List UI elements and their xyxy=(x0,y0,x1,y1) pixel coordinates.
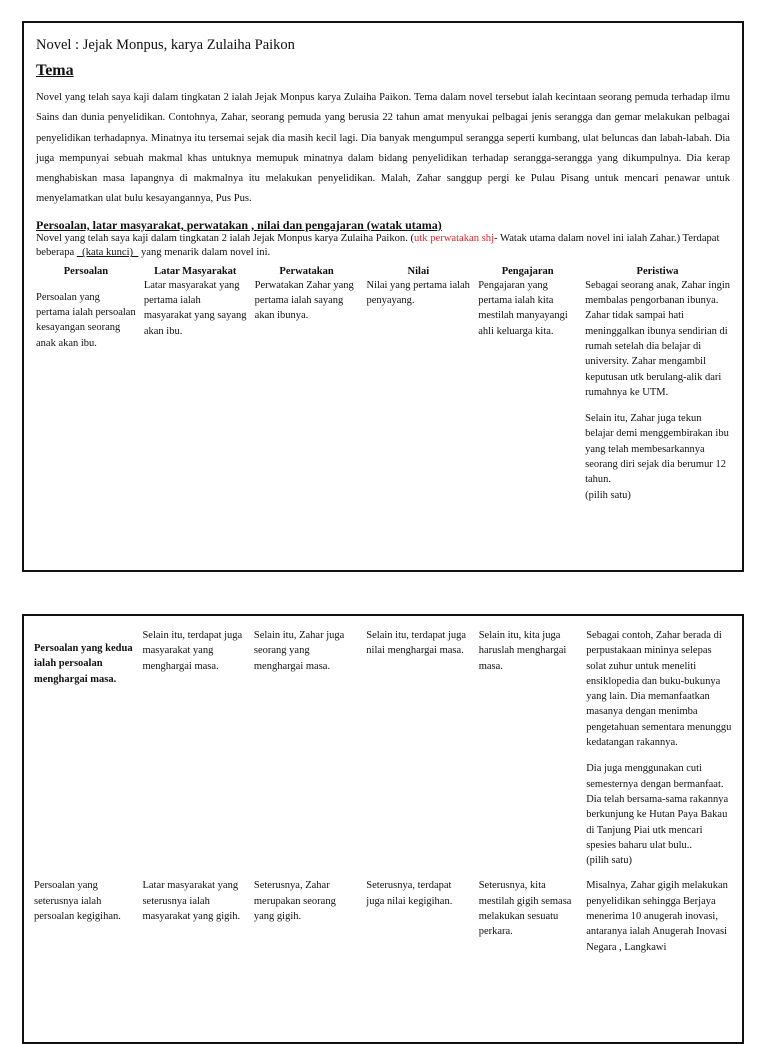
table-row xyxy=(36,278,730,503)
intro-text-3: yang menarik dalam novel ini. xyxy=(138,247,271,259)
cell-persoalan: Persoalan yang kedua ialah persoalan menghargai masa. xyxy=(34,643,133,685)
intro-note-red: utk perwatakan shj xyxy=(414,232,495,244)
table-row xyxy=(34,878,732,954)
cell-nilai: Nilai yang pertama ialah penyayang. xyxy=(366,279,470,307)
cell-latar: Latar masyarakat yang seterusnya ialah masyarakat yang gigih. xyxy=(142,880,241,923)
peristiwa-text-2: Selain itu, Zahar juga tekun belajar demi menggembirakan ibu yang telah membesarkannya seorang diri sejak dia berumur 12 tahun. xyxy=(585,413,729,486)
cell-peristiwa xyxy=(586,628,732,868)
cell-peristiwa xyxy=(585,278,730,503)
peristiwa-text-1: Sebagai contoh, Zahar berada di perpustakaan mininya selepas solat zuhur untuk meneliti ensiklopedia dan buku-bukunya yang lain. Dia memanfaatkan masanya dengan menimba pengetahuan sementara menunggu kedatangan rakannya. xyxy=(586,630,732,749)
cell-pengajaran: Pengajaran yang pertama ialah kita mestilah manyayangi ahli keluarga kita. xyxy=(478,279,568,337)
table-header-row xyxy=(36,265,730,278)
intro-text-1: Novel yang telah saya kaji dalam tingkatan 2 ialah Jejak Monpus karya Zulaiha Paikon. ( xyxy=(36,232,415,244)
novel-title: Novel : Jejak Monpus, karya Zulaiha Paikon xyxy=(36,37,295,53)
intro-keyword: _(kata kunci)_ xyxy=(76,247,139,259)
document-page-2 xyxy=(22,614,744,1044)
table-row xyxy=(34,628,732,868)
pilih-satu-note: (pilih satu) xyxy=(585,489,631,501)
tema-heading: Tema xyxy=(36,62,74,79)
document-page-1 xyxy=(22,21,744,572)
cell-nilai: Selain itu, terdapat juga nilai menghargai masa. xyxy=(366,630,467,657)
cell-pengajaran: Selain itu, kita juga haruslah menghargai masa. xyxy=(478,630,567,672)
cell-peristiwa xyxy=(586,878,732,954)
header-perwatakan: Perwatakan xyxy=(279,265,334,277)
cell-perwatakan: Seterusnya, Zahar merupakan seorang yang gigih. xyxy=(253,880,336,923)
intro-paragraph xyxy=(36,232,730,261)
cell-latar: Latar masyarakat yang pertama ialah masyarakat yang sayang akan ibu. xyxy=(143,279,247,337)
cell-pengajaran: Seterusnya, kita mestilah gigih semasa melakukan sesuatu perkara. xyxy=(478,880,572,938)
cell-persoalan: Persoalan yang pertama ialah persoalan kesayangan seorang anak akan ibu. xyxy=(36,291,136,349)
header-nilai: Nilai xyxy=(407,265,430,277)
section-heading: Persoalan, latar masyarakat, perwatakan , nilai dan pengajaran (watak utama) xyxy=(36,217,442,232)
cell-persoalan: Persoalan yang seterusnya ialah persoalan kegigihan. xyxy=(34,880,121,923)
peristiwa-text-1: Sebagai seorang anak, Zahar ingin membalas pengorbanan ibunya. Zahar tidak sampai hati meninggalkan ibunya sendirian di rumah setelah dia belajar di university. Zahar mengambil keputusan utk berulang-alik dari rumahnya ke UTM. xyxy=(585,279,731,398)
intro-text-2: - Watak utama dalam novel ini ialah Zahar.) Terdapat beberapa xyxy=(36,232,720,259)
cell-nilai: Seterusnya, terdapat juga nilai kegigihan. xyxy=(366,880,453,907)
header-peristiwa: Peristiwa xyxy=(636,265,679,277)
tema-paragraph: Novel yang telah saya kaji dalam tingkatan 2 ialah Jejak Monpus karya Zulaiha Paikon. Tema dalam novel tersebut ialah kecintaan seorang pemuda terhadap ilmu Sains dan dunia penyelidikan. Contohnya, Zahar, seorang pemuda yang berusia 22 tahun amat menyukai pelbagai jenis serangga dan gemar melakukan pelbagai penyelidikan terhadapnya. Minatnya itu tersemai sejak dia masih kecil lagi. Dia banyak mengumpul serangga seperti kumbang, ulat beluncas dan labah-labah. Dia juga mempunyai sebuah makmal khas untuknya memupuk minatnya dalam bidang penyelidikan terhadap serangga-serangga yang dikumpulnya. Dia kerap menghabiskan masa lapangnya di makmalnya itu melakukan penyelidikan. Malah, Zahar sanggup pergi ke Pulau Pisang untuk mencari penawar untuk menyelamatkan ulat bulu kesayangannya, Pus Pus. xyxy=(36,92,730,205)
header-latar-masyarakat: Latar Masyarakat xyxy=(154,265,237,277)
header-persoalan: Persoalan xyxy=(63,265,109,277)
cell-latar: Selain itu, terdapat juga masyarakat yang menghargai masa. xyxy=(142,630,243,672)
peristiwa-text-2: Dia juga menggunakan cuti semesternya dengan bermanfaat. Dia telah bersama-sama rakannya berkunjung ke Hutan Paya Bakau di Tanjung Piai utk mencari spesies baharu ulat bulu.. xyxy=(586,763,729,851)
peristiwa-text-1: Misalnya, Zahar gigih melakukan penyelidikan sehingga Berjaya menerima 10 anugerah inovasi, antaranya ialah Anugerah Inovasi Negara , Langkawi xyxy=(586,880,728,953)
cell-perwatakan: Perwatakan Zahar yang pertama ialah sayang akan ibunya. xyxy=(254,279,354,322)
header-pengajaran: Pengajaran xyxy=(501,265,554,277)
pilih-satu-note: (pilih satu) xyxy=(586,855,632,867)
cell-perwatakan: Selain itu, Zahar juga seorang yang menghargai masa. xyxy=(253,630,345,672)
